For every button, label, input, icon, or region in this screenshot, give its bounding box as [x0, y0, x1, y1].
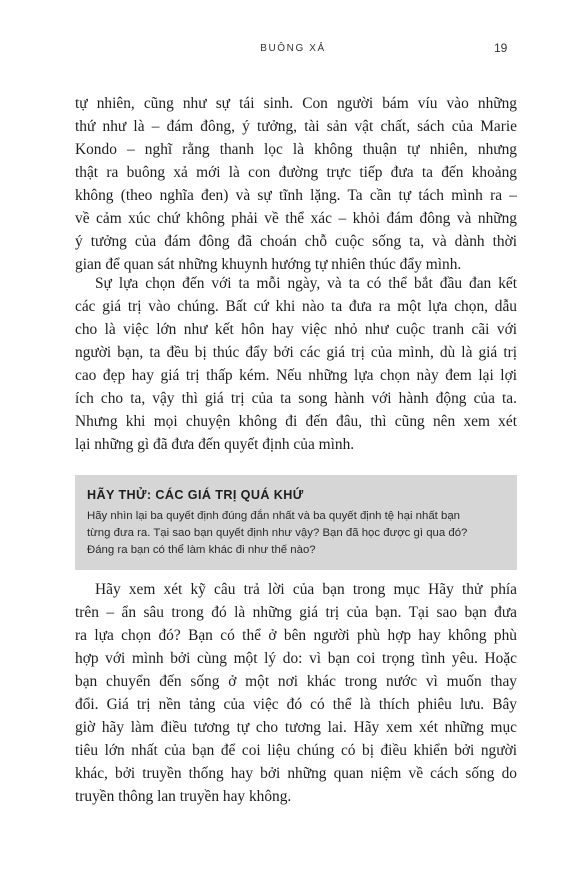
text-line: thứ như là – đám đông, ý tưởng, tài sản vật chất, sách của Marie — [75, 118, 517, 135]
try-it-line: từng đưa ra. Tại sao bạn quyết định như vậy? Bạn đã học được gì qua đó? — [87, 527, 468, 539]
text-line: Kondo – nghĩ rằng thanh lọc là không thuận tự nhiên, nhưng — [75, 141, 517, 158]
try-it-label: HÃY THỬ: — [87, 488, 152, 502]
try-it-line: Hãy nhìn lại ba quyết định đúng đắn nhất và ba quyết định tệ hại nhất bạn — [87, 510, 461, 522]
try-it-heading — [87, 487, 505, 503]
text-line: lại những gì đã đưa đến quyết định của mình. — [75, 436, 355, 453]
text-line: cho là việc lớn như kết hôn hay việc nhỏ như cuộc tranh cãi với — [75, 321, 517, 338]
text-line: tự nhiên, cũng như sự tái sinh. Con người bám víu vào những — [75, 95, 517, 112]
text-line: về cảm xúc chứ không phải về thể xác – khỏi đám đông và những — [75, 210, 517, 227]
try-it-body — [87, 508, 505, 559]
text-line: người bạn, ta đều bị thúc đẩy bởi các giá trị của mình, dù là giá trị — [75, 344, 517, 361]
text-line: gian để quan sát những khuynh hướng tự nhiên thúc đẩy mình. — [75, 256, 462, 273]
text-line: ý tưởng của đám đông đã choán chỗ cuộc sống ta, và dành thời — [75, 233, 517, 250]
text-line: ích cho ta, vậy thì giá trị của ta song hành với hành động của ta. — [75, 390, 517, 407]
text-line: cao đẹp hay giá trị thấp kém. Nếu những lựa chọn này đem lại lợi — [75, 367, 517, 384]
paragraph-2 — [75, 272, 517, 456]
text-line: ra lựa chọn đó? Bạn có thể ở bên người phù hợp hay không phù — [75, 627, 517, 644]
text-line: truyền thông lan truyền hay không. — [75, 788, 292, 805]
text-line: các giá trị vào chúng. Bất cứ khi nào ta đưa ra một lựa chọn, dẫu — [75, 298, 517, 315]
running-title: BUÔNG XẢ — [260, 43, 326, 54]
text-line: tiêu lớn nhất của bạn để coi liệu chúng có bị điều khiển bởi người — [75, 742, 517, 759]
try-it-title: CÁC GIÁ TRỊ QUÁ KHỨ — [155, 488, 304, 502]
text-line: không (theo nghĩa đen) và sự tĩnh lặng. Ta cần tự tách mình ra – — [75, 187, 517, 204]
text-line: đổi. Giá trị nền tảng của việc đó có thể là thích phiêu lưu. Bây — [75, 696, 517, 713]
text-line: Sự lựa chọn đến với ta mỗi ngày, và ta có thể bắt đầu đan kết — [95, 275, 517, 292]
text-line: hợp với mình bởi cùng một lý do: vì bạn coi trọng tình yêu. Hoặc — [75, 650, 517, 667]
text-line: trên – ẩn sâu trong đó là những giá trị của bạn. Tại sao bạn đưa — [75, 604, 517, 621]
paragraph-3 — [75, 578, 517, 808]
try-it-line: Đáng ra bạn có thể làm khác đi như thế nào? — [87, 544, 316, 556]
text-line: thật ra buông xả mới là con đường trực tiếp đưa ta đến khoảng — [75, 164, 517, 181]
text-line: Nhưng khi mọi chuyện không đi đến đâu, thì cũng nên xem xét — [75, 413, 517, 430]
text-line: Hãy xem xét kỹ câu trả lời của bạn trong mục Hãy thử phía — [95, 581, 517, 598]
try-it-box — [75, 475, 517, 570]
text-line: bạn chuyển đến sống ở một nơi khác trong nước vì muốn thay — [75, 673, 517, 690]
page-number: 19 — [494, 41, 508, 55]
text-line: khác, bởi truyền thống hay bởi những quan niệm về cách sống do — [75, 765, 517, 782]
text-line: giờ hãy làm điều tương tự cho tương lai. Hãy xem xét những mục — [75, 719, 517, 736]
paragraph-1 — [75, 92, 517, 276]
